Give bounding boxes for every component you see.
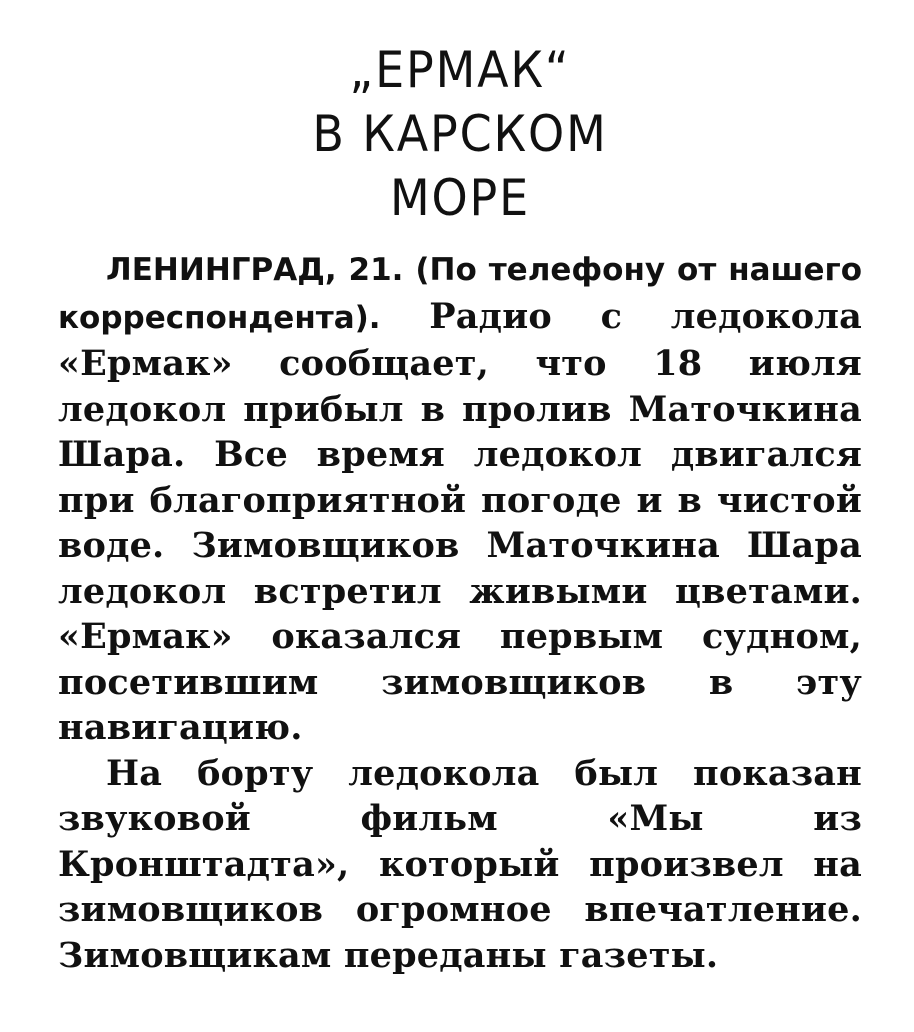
paragraph-1-text: Радио с ледокола «Ермак» сообщает, что 18 июля ледокол прибыл в пролив Маточкина Шара. Все время ледокол двигался при благоприятной погоде и в чистой воде. Зимовщиков Маточкина Шара ледокол встретил живыми цветами. «Ермак» оказался первым судном, посетившим зимовщиков в эту навигацию. [58,295,862,748]
headline-line-1: „ЕРМАК“ [349,41,571,99]
headline [58,38,862,230]
headline-line-3: МОРЕ [389,169,531,227]
paragraph-2: На борту ледокола был показан звуковой фильм «Мы из Кронштадта», который произвел на зимовщиков огромное впечатление. Зимовщикам переданы газеты. [58,752,862,976]
paragraph-1 [58,246,862,751]
article-body [58,246,862,978]
headline-line-2: В КАРСКОМ [312,105,608,163]
dateline: ЛЕНИНГРАД, 21. (По телефону от нашего корреспондента). [58,252,862,336]
